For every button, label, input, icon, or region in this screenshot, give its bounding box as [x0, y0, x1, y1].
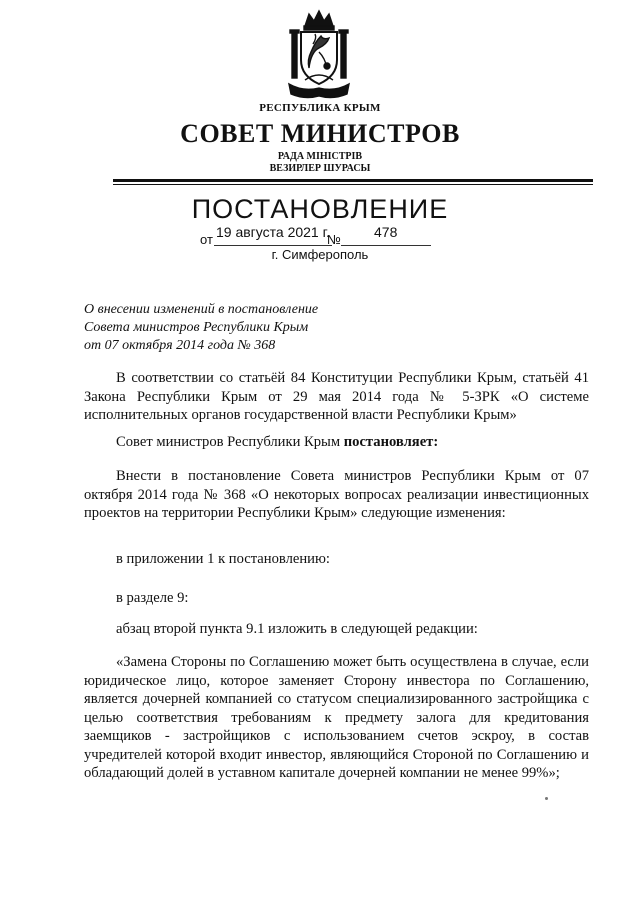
- decree-title: ПОСТАНОВЛЕНИЕ: [191, 194, 449, 224]
- paragraph-resolution: [84, 433, 589, 452]
- subject-line: О внесении изменений в постановление: [84, 302, 319, 317]
- crimea-coat-of-arms-icon: [283, 8, 355, 100]
- resolution-keyword: постановляет:: [343, 434, 439, 450]
- date-prefix: от: [200, 232, 213, 247]
- scan-speck: [545, 797, 548, 800]
- number-underline: [341, 245, 431, 246]
- date-underline: [214, 245, 332, 246]
- paragraph-new-wording: «Замена Стороны по Соглашению может быть осуществлена в случае, если юридическое лицо, которое заменяет Сторону инвестора по Соглашению, является дочерней компанией со статусом специализированного застройщика с целью соответствия требованиям к предмету залога для кредитования заемщиков - застройщиков с использованием счетов эскроу, в состав учредителей которой входит инвестор, являющийся Стороной по Соглашению и обладающий долей в уставном капитале дочерней компании не менее 99%»;: [84, 654, 589, 781]
- decree-city: г. Симферополь: [271, 247, 369, 262]
- subject-line: от 07 октября 2014 года № 368: [84, 338, 276, 353]
- council-name-ukrainian: РАДА МІНІСТРІВ: [277, 151, 363, 162]
- republic-name: РЕСПУБЛИКА КРЫМ: [259, 102, 381, 114]
- resolution-text: Совет министров Республики Крым: [116, 434, 344, 450]
- council-name-crimean-tatar: ВЕЗИРЛЕР ШУРАСЫ: [269, 163, 371, 174]
- paragraph-section: в разделе 9:: [116, 590, 189, 606]
- header-rule-thick: [113, 179, 593, 182]
- header-rule-thin: [113, 184, 593, 185]
- decree-date: 19 августа 2021 г.: [216, 224, 330, 240]
- decree-number: 478: [374, 224, 398, 240]
- council-name: СОВЕТ МИНИСТРОВ: [180, 119, 460, 148]
- paragraph-amendment: Внести в постановление Совета министров Республики Крым от 07 октября 2014 года № 368 «О некоторых вопросах реализации инвестиционных проектов на территории Республики Крым» следующие изменения:: [84, 468, 589, 521]
- decree-subject: [84, 301, 318, 355]
- paragraph-appendix: в приложении 1 к постановлению:: [116, 551, 330, 567]
- paragraph-legal-basis: В соответствии со статьёй 84 Конституции Республики Крым, статьёй 41 Закона Республики Крым от 29 мая 2014 года № 5-ЗРК «О системе исполнительных органов государственной власти Республики Крым»: [84, 370, 589, 423]
- decree-date-number-row: [200, 224, 440, 248]
- paragraph-clause: абзац второй пункта 9.1 изложить в следующей редакции:: [116, 621, 478, 637]
- number-sign: №: [327, 232, 341, 247]
- subject-line: Совета министров Республики Крым: [84, 320, 309, 335]
